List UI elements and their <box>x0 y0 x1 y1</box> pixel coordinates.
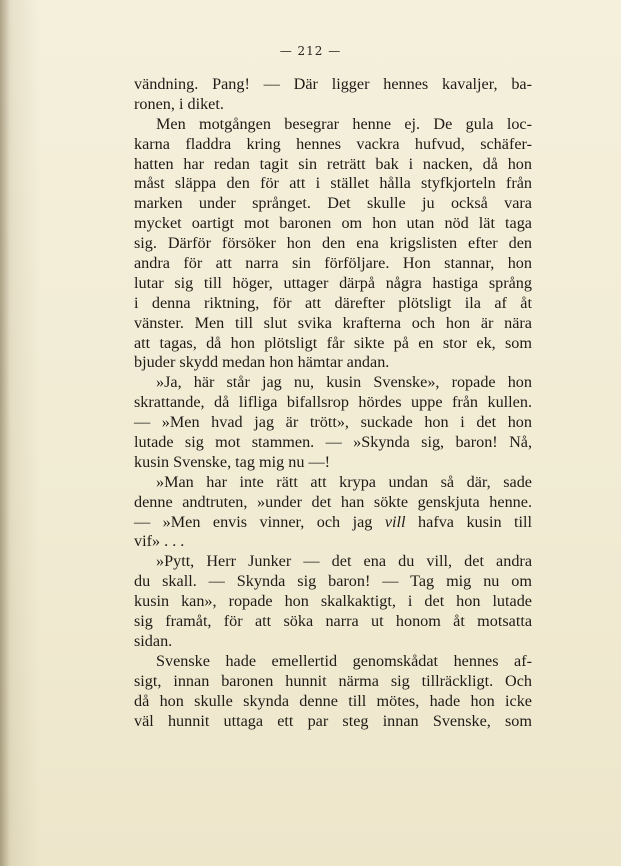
text-line: marken under språnget. Det skulle ju också vara <box>134 194 532 213</box>
text-line: vändning. Pang! — Där ligger hennes kavaljer, ba- <box>134 75 532 93</box>
text-line: i denna riktning, för att därefter plötsligt ila af åt <box>134 293 532 312</box>
text-line: Men motgången besegrar henne ej. De gula loc- <box>156 114 532 133</box>
text-line: sigt, innan baronen hunnit närma sig tillräckligt. Och <box>134 671 532 690</box>
text-line: — »Men envis vinner, och jag vill hafva kusin till <box>134 512 532 531</box>
text-line: vänster. Men till slut svika krafterna och hon är nära <box>134 313 532 332</box>
text-line: sig. Därför försöker hon den ena krigslisten efter den <box>134 234 532 253</box>
text-line: då hon skulle skynda denne till mötes, hade hon icke <box>134 691 532 710</box>
text-line: att tagas, då hon plötsligt får sikte på en stor ek, som <box>134 333 532 352</box>
text-line: — »Men hvad jag är trött», suckade hon i det hon <box>134 413 532 432</box>
text-line: du skall. — Skynda sig baron! — Tag mig nu om <box>134 572 532 591</box>
text-line: skrattande, då lifliga bifallsrop hördes uppe från kullen. <box>134 393 532 412</box>
text-line: bjuder skydd medan hon hämtar andan. <box>134 353 390 372</box>
text-line: lutar sig till höger, uttager därpå några hastiga språng <box>134 273 532 292</box>
text-line: kusin Svenske, tag mig nu —! <box>134 452 331 471</box>
text-line: sig framåt, för att söka narra ut honom åt motsatta <box>134 612 532 631</box>
italic-word: vill <box>384 512 406 531</box>
text-line: ronen, i diket. <box>134 94 224 113</box>
text-line: denne andtruten, »under det han sökte genskjuta henne. <box>134 492 532 511</box>
text-line: sidan. <box>134 631 173 650</box>
body-text <box>134 75 532 731</box>
text-line: hatten har redan tagit sin reträtt bak i nacken, då hon <box>134 154 532 173</box>
text-line: kusin kan», ropade hon skalkaktigt, i det hon lutade <box>134 592 532 611</box>
binding-shadow <box>0 0 10 866</box>
page-number: — 212 — <box>279 44 342 58</box>
text-line: väl hunnit uttaga ett par steg innan Svenske, som <box>134 711 532 730</box>
text-line: »Man har inte rätt att krypa undan så där, sade <box>156 472 532 491</box>
text-line: »Pytt, Herr Junker — det ena du vill, det andra <box>156 552 532 571</box>
text-line: måst släppa den för att i stället hålla styfkjorteln från <box>134 174 532 193</box>
text-line: mycket oartigt mot baronen om hon utan nöd lät taga <box>134 214 532 233</box>
text-line: andra för att narra sin förföljare. Hon stannar, hon <box>134 254 532 273</box>
text-line: karna fladdra kring hennes vackra hufvud, schäfer- <box>134 134 532 153</box>
text-line: Svenske hade emellertid genomskådat hennes af- <box>156 651 532 670</box>
text-line: lutade sig mot stammen. — »Skynda sig, baron! Nå, <box>134 433 532 452</box>
text-line: »Ja, här står jag nu, kusin Svenske», ropade hon <box>156 373 532 392</box>
text-line: vif» . . . <box>134 532 185 551</box>
